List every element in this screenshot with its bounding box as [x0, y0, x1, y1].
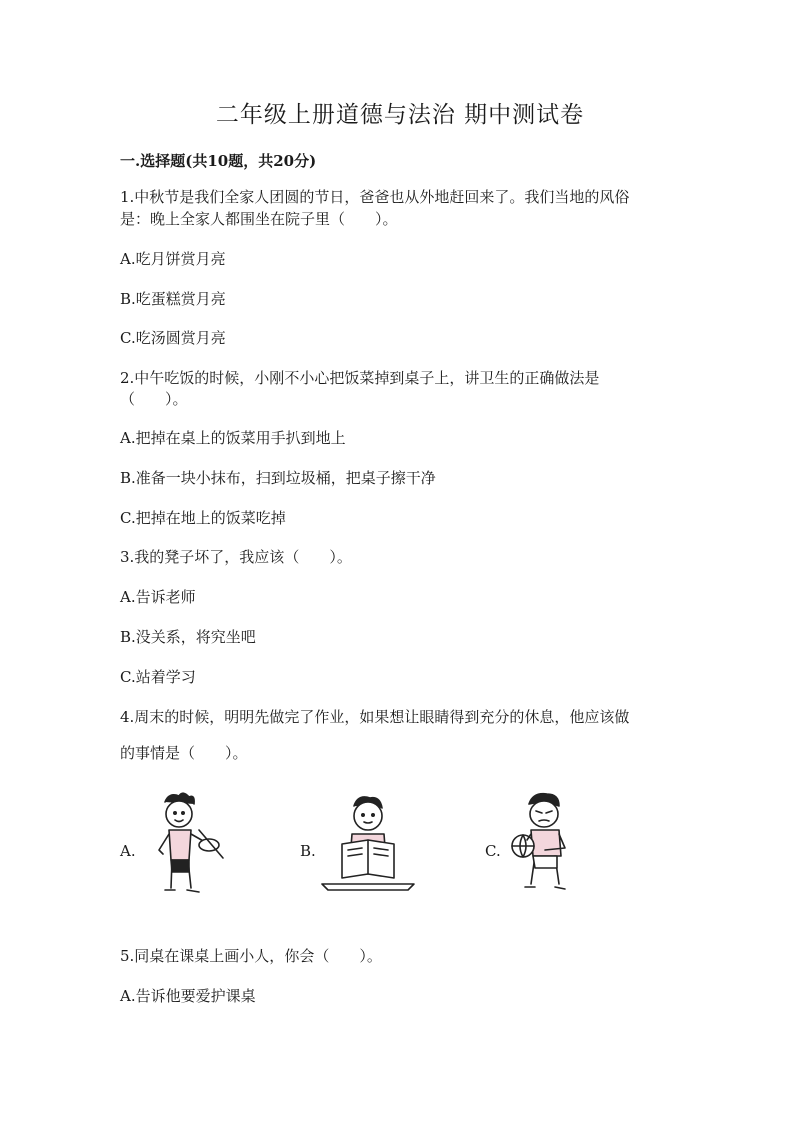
question-2-stem-line-2: （ ）。: [120, 390, 188, 408]
boy-playing-basketball-image: [505, 790, 585, 900]
question-2-option-b: B.准备一块小抹布，扫到垃圾桶，把桌子擦干净: [120, 469, 436, 487]
question-5-option-a: A.告诉他要爱护课桌: [120, 987, 256, 1005]
question-4-stem-line-2: 的事情是（ ）。: [120, 744, 248, 762]
question-3-option-a: A.告诉老师: [120, 588, 196, 606]
question-2-stem-line-1: 2.中午吃饭的时候，小刚不小心把饭菜掉到桌子上，讲卫生的正确做法是: [120, 369, 600, 387]
boy-reading-book-image: [318, 790, 418, 895]
question-2-option-a: A.把掉在桌上的饭菜用手扒到地上: [120, 429, 346, 447]
question-1-option-b: B.吃蛋糕赏月亮: [120, 290, 226, 308]
question-1-stem-line-2: 是：晚上全家人都围坐在院子里（ ）。: [120, 210, 398, 228]
question-4-stem-line-1: 4.周末的时候，明明先做完了作业，如果想让眼睛得到充分的休息，他应该做: [120, 708, 630, 726]
question-2-option-c: C.把掉在地上的饭菜吃掉: [120, 509, 286, 527]
question-3-option-b: B.没关系，将究坐吧: [120, 628, 256, 646]
question-3-option-c: C.站着学习: [120, 668, 196, 686]
picture-option-b-label: B.: [300, 842, 316, 860]
section-heading: 一.选择题(共10题，共20分): [120, 152, 317, 170]
picture-option-c-label: C.: [485, 842, 501, 860]
question-1-option-c: C.吃汤圆赏月亮: [120, 329, 226, 347]
question-5-stem: 5.同桌在课桌上画小人，你会（ ）。: [120, 947, 382, 965]
question-3-stem: 3.我的凳子坏了，我应该（ ）。: [120, 548, 352, 566]
question-1-stem-line-1: 1.中秋节是我们全家人团圆的节日，爸爸也从外地赶回来了。我们当地的风俗: [120, 188, 630, 206]
boy-playing-violin-image: [145, 790, 230, 905]
question-1-option-a: A.吃月饼赏月亮: [120, 250, 226, 268]
question-4-picture-options: [0, 790, 800, 910]
picture-option-a-label: A.: [120, 842, 136, 860]
page-title: 二年级上册道德与法治 期中测试卷: [215, 102, 585, 128]
